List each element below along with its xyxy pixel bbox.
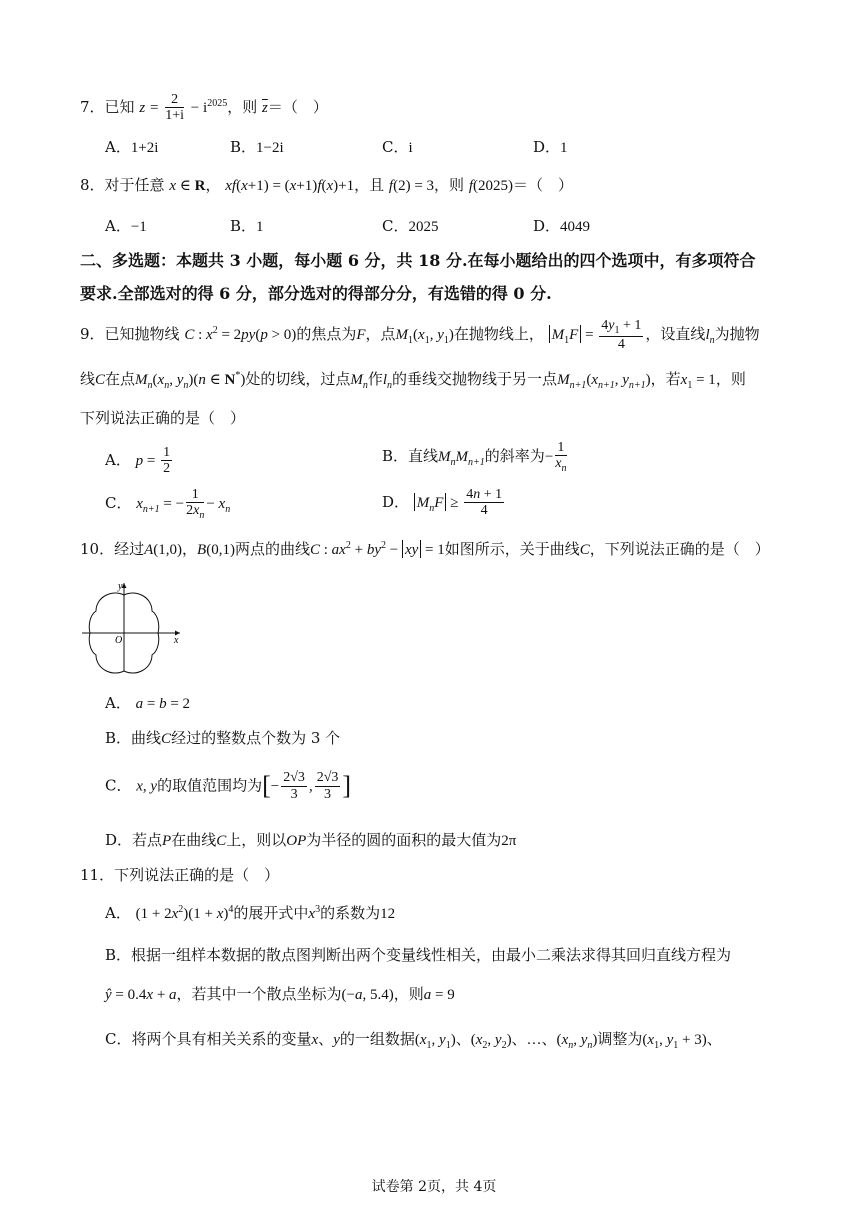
q9-line2: 线C在点$M_n(x_n$, $y_n)(n$ ∈ N*)处的切线，过点$M_n$作$l_n$的垂线交抛物线于另一点$M_{n+1}(x_{n+1}$, $y_{n+1}$)，若$x_1 = 1$，则 bbox=[80, 370, 746, 391]
q7-option-a: A．1+2i bbox=[105, 138, 159, 156]
section-heading-line2: 要求.全部选对的得 6 分，部分选对的得部分分，有选错的得 0 分. bbox=[80, 284, 552, 303]
q7-option-c: C．i bbox=[382, 138, 413, 156]
q9-option-d: D． $M_nF$ ≥ $\frac{4n + 1}{4}$ bbox=[382, 487, 503, 519]
q8-option-d: D．4049 bbox=[533, 217, 591, 235]
q10-option-c: C． x, y的取值范围均为[− $\frac{2√3}{3}$ , $\frac{2√3}{3}$ ] bbox=[105, 770, 352, 802]
q8-option-b: B．1 bbox=[230, 217, 264, 235]
q8-stem: 8．对于任意 x ∈ R， xf(x+1) = (x+1)f(x)+1，且 f(2) = 3，则 f(2025)＝（ ） bbox=[80, 176, 574, 194]
q11-stem: 11．下列说法正确的是（ ） bbox=[80, 866, 280, 884]
q11-option-b-line2: ŷ = 0.4x + a，若其中一个散点坐标为(−a, 5.4)，则a = 9 bbox=[105, 985, 455, 1003]
section-heading-line1: 二、多选题：本题共 3 小题，每小题 6 分，共 18 分.在每小题给出的四个选项中，有多项符合 bbox=[80, 251, 756, 270]
q8-option-a: A．−1 bbox=[105, 217, 147, 235]
q9-line1: 9．已知抛物线 C : $x^2 = 2py(p > 0)$的焦点为F，点$M_1(x_1$, $y_1$)在抛物线上， $M_1F$ = $\frac{4y_1 + 1}{4}$ ，设直线$l_n$为抛物 bbox=[80, 318, 760, 352]
origin-label: O bbox=[115, 635, 123, 646]
y-axis-label: y bbox=[118, 581, 123, 592]
q7-stem: 7．已知 z = $\frac{2}{1+i}$ − $i^{2025}$，则 $\overline{z}=$（ ） bbox=[80, 92, 328, 124]
q10-option-d: D．若点P在曲线C上，则以OP为半径的圆的面积的最大值为2π bbox=[105, 831, 517, 849]
q11-option-b-line1: B．根据一组样本数据的散点图判断出两个变量线性相关，由最小二乘法求得其回归直线方程为 bbox=[105, 946, 732, 964]
q7-option-b: B．1−2i bbox=[230, 138, 284, 156]
q10-curve-figure bbox=[80, 575, 190, 675]
q11-option-a: A． $(1 + 2x^2)(1 + x)^4$的展开式中$x^3$的系数为12 bbox=[105, 904, 396, 922]
x-axis-label: x bbox=[174, 635, 179, 646]
q9-line3: 下列说法正确的是（ ） bbox=[80, 409, 246, 427]
q10-option-b: B．曲线C经过的整数点个数为 3 个 bbox=[105, 729, 341, 747]
q7-option-d: D．1 bbox=[533, 138, 568, 156]
q8-option-c: C．2025 bbox=[382, 217, 439, 235]
page-footer: 试卷第 2页，共 4页 bbox=[371, 1179, 497, 1195]
q10-option-a: A． a = b = 2 bbox=[105, 694, 191, 712]
q9-option-c: C． $x_{n+1}$ = − $\frac{1}{2x_n}$ − $x_n$ bbox=[105, 487, 231, 522]
q9-option-b: B．直线$M_nM_{n+1}$的斜率为− $\frac{1}{x_n}$ bbox=[382, 440, 567, 475]
q9-option-a: A． p = $\frac{1}{2}$ bbox=[105, 445, 171, 477]
q10-stem: 10．经过A(1,0)，B(0,1)两点的曲线C : $ax^2 + by^2$ − xy = 1如图所示，关于曲线C，下列说法正确的是（ ） bbox=[80, 540, 770, 558]
q11-option-c-line1: C．将两个具有相关关系的变量x、y的一组数据($x_1$, $y_1$)、($x_2$, $y_2$)、…、($x_n$, $y_n$)调整为($x_1$, $y_1 + 3$)、 bbox=[105, 1030, 722, 1051]
